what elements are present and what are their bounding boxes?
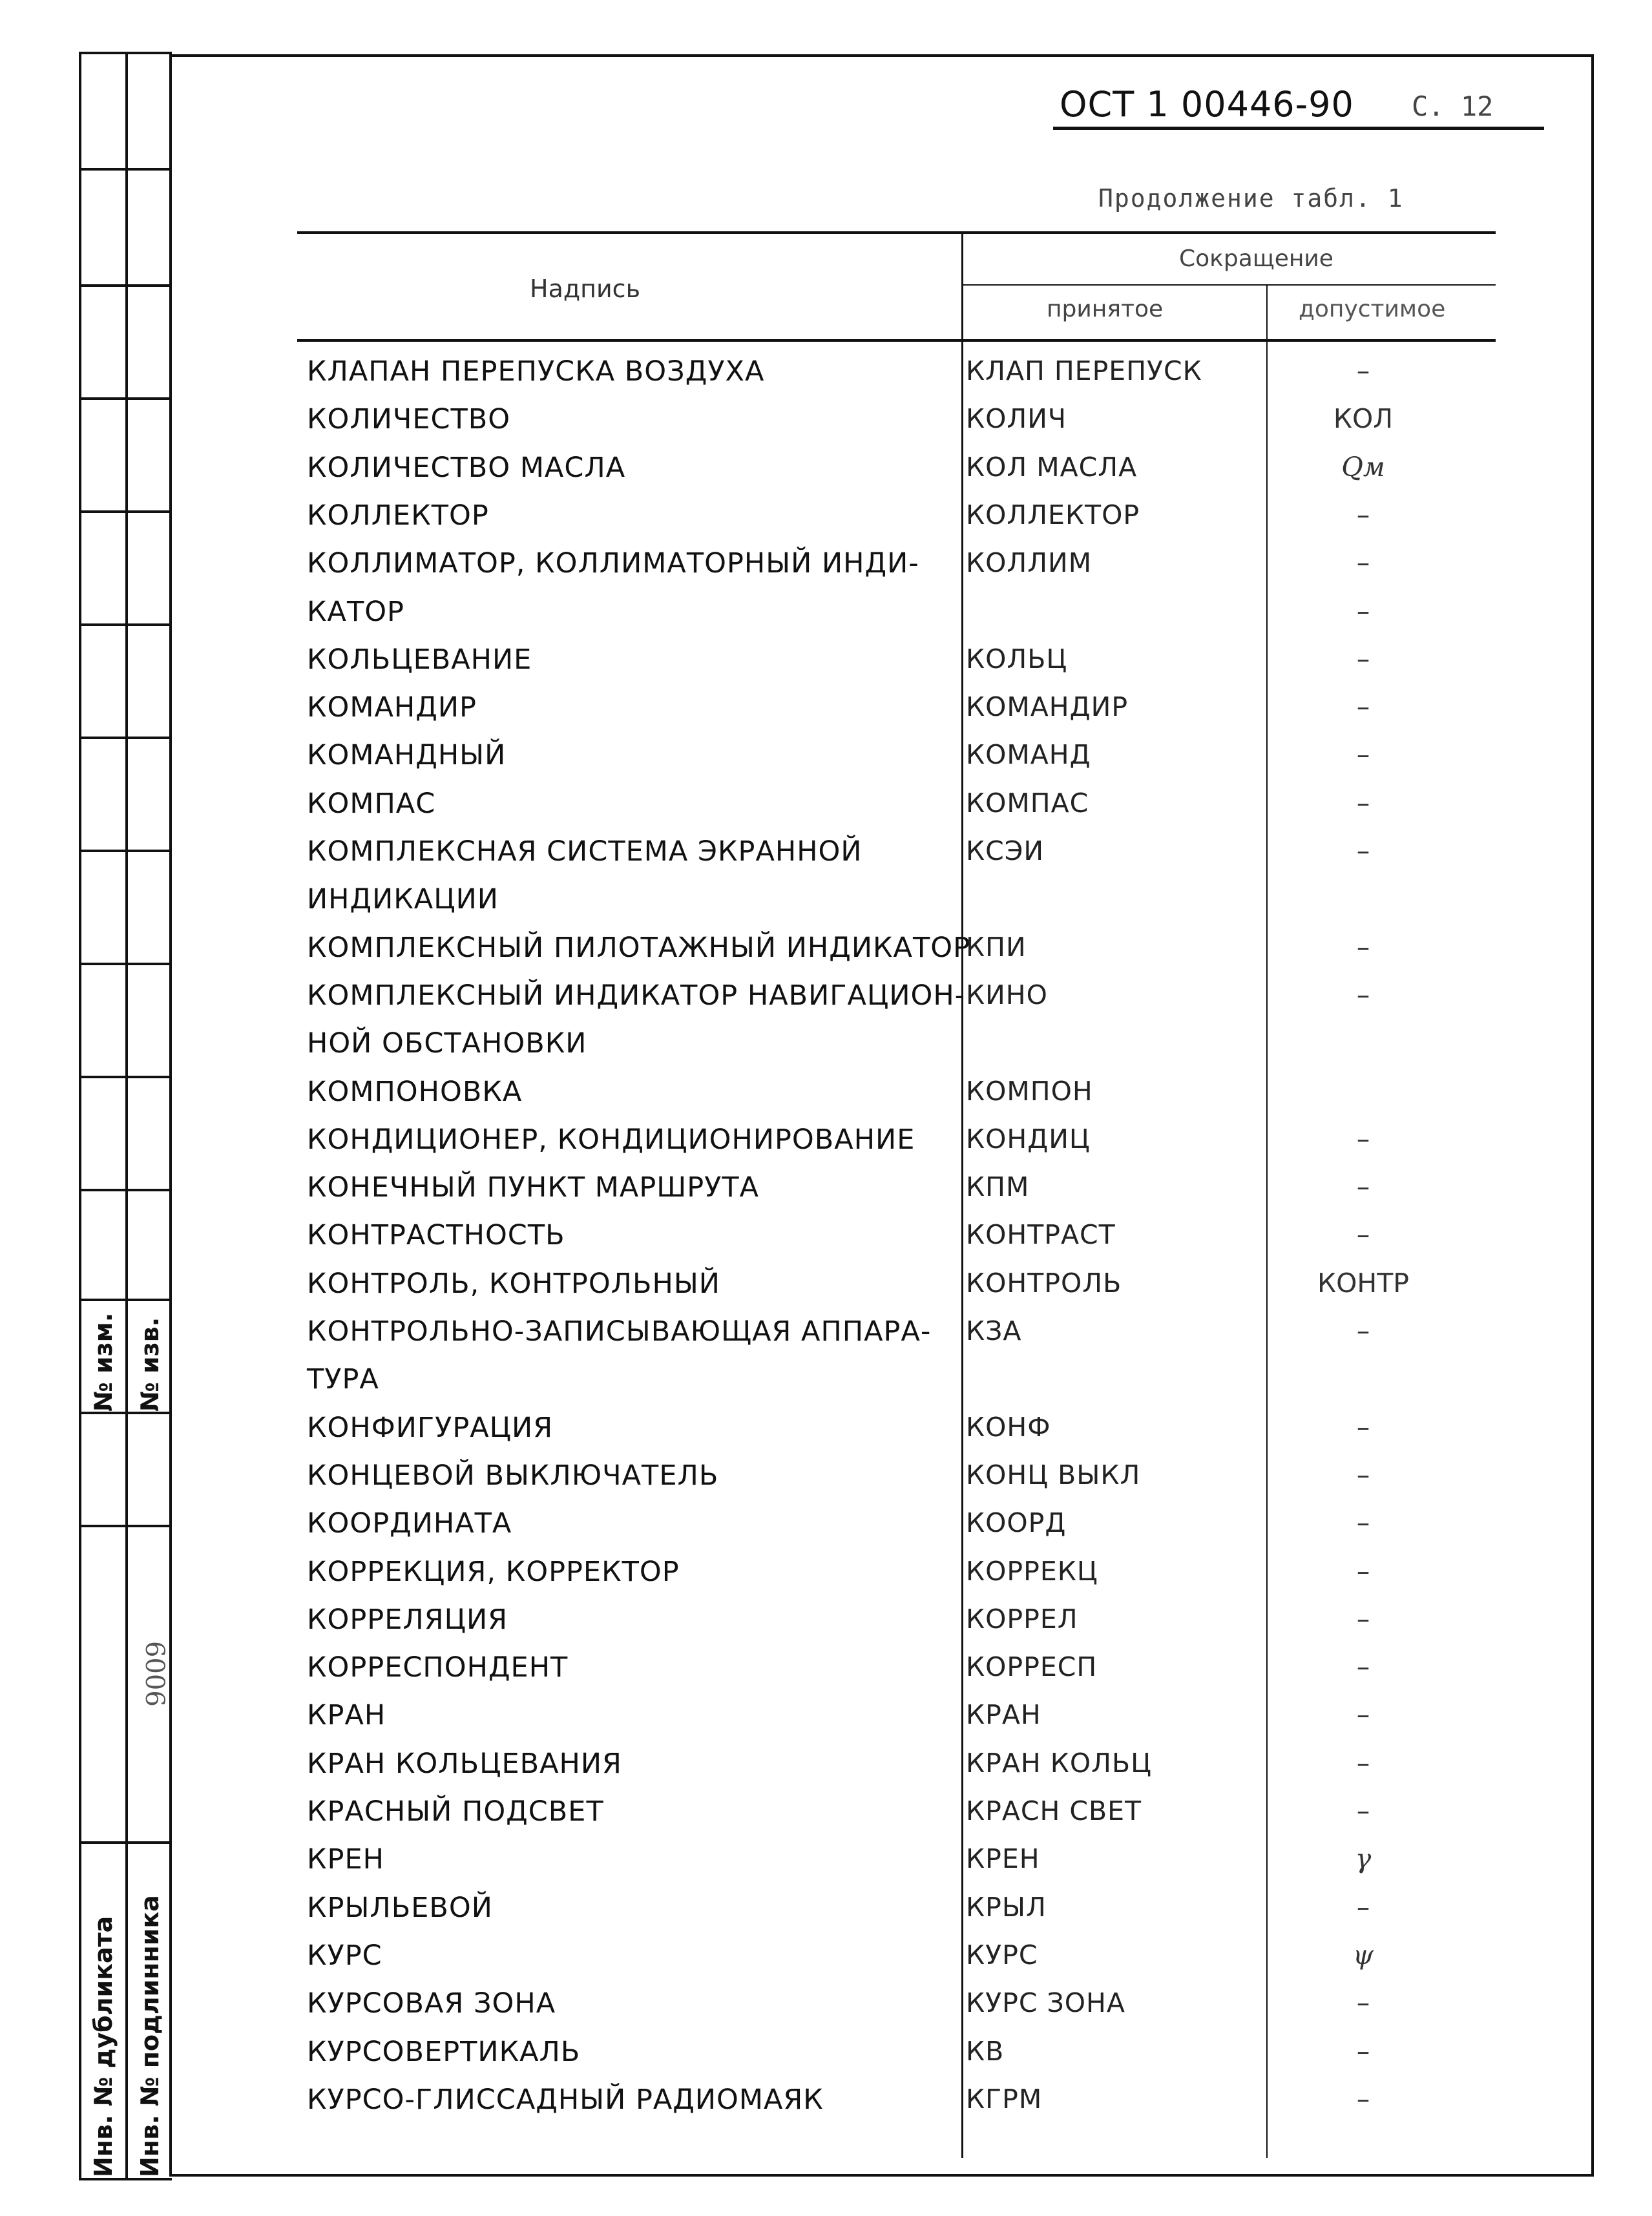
table-row bbox=[0, 1604, 1652, 1651]
row-accepted-abbreviation: КРАН КОЛЬЦ bbox=[966, 1747, 1152, 1779]
row-allowed-abbreviation: ψ bbox=[1352, 1939, 1374, 1970]
table-row bbox=[0, 355, 1652, 403]
row-accepted-abbreviation: КОМПАС bbox=[966, 787, 1089, 819]
row-allowed-abbreviation: – bbox=[1356, 835, 1370, 866]
table-row bbox=[0, 1556, 1652, 1604]
table-row bbox=[0, 2084, 1652, 2131]
row-allowed-abbreviation: – bbox=[1356, 787, 1370, 819]
table-row bbox=[0, 1268, 1652, 1315]
table-row bbox=[0, 1124, 1652, 1171]
side-inv-podlinnika: Инв. № подлинника bbox=[136, 1895, 164, 2177]
table-row bbox=[0, 1987, 1652, 2035]
column-header-abbreviation: Сокращение bbox=[1179, 246, 1333, 272]
row-inscription: КОМПЛЕКСНЫЙ ПИЛОТАЖНЫЙ ИНДИКАТОР bbox=[307, 931, 971, 964]
row-accepted-abbreviation: КОРРЕКЦ bbox=[966, 1555, 1098, 1587]
row-inscription: КОНЦЕВОЙ ВЫКЛЮЧАТЕЛЬ bbox=[307, 1459, 719, 1492]
row-accepted-abbreviation: КУРС ЗОНА bbox=[966, 1987, 1125, 2019]
table-row bbox=[0, 1651, 1652, 1699]
side-stamp-tick bbox=[79, 284, 172, 287]
row-inscription: КУРСО-ГЛИССАДНЫЙ РАДИОМАЯК bbox=[307, 2083, 824, 2116]
row-inscription: КОМПАС bbox=[307, 787, 436, 820]
table-row bbox=[0, 1363, 1652, 1411]
table-continuation-title: Продолжение табл. 1 bbox=[1098, 184, 1404, 213]
table-row bbox=[0, 499, 1652, 547]
row-allowed-abbreviation: Qм bbox=[1341, 451, 1385, 483]
row-allowed-abbreviation: – bbox=[1356, 547, 1370, 579]
row-allowed-abbreviation: – bbox=[1356, 1123, 1370, 1155]
row-inscription: КУРС bbox=[307, 1939, 382, 1972]
row-accepted-abbreviation: КПИ bbox=[966, 931, 1027, 963]
table-row bbox=[0, 643, 1652, 691]
side-stamp-tick bbox=[79, 168, 172, 171]
row-accepted-abbreviation: КОЛ МАСЛА bbox=[966, 451, 1138, 483]
row-allowed-abbreviation: – bbox=[1356, 1219, 1370, 1251]
row-accepted-abbreviation: КОНЦ ВЫКЛ bbox=[966, 1459, 1141, 1490]
table-row bbox=[0, 1795, 1652, 1843]
row-allowed-abbreviation: – bbox=[1356, 643, 1370, 674]
table-row bbox=[0, 596, 1652, 643]
row-allowed-abbreviation: – bbox=[1356, 1171, 1370, 1203]
table-row bbox=[0, 1843, 1652, 1891]
table-row bbox=[0, 979, 1652, 1027]
row-allowed-abbreviation: КОЛ bbox=[1333, 403, 1394, 435]
table-row bbox=[0, 1076, 1652, 1124]
table-row bbox=[0, 1939, 1652, 1987]
row-inscription: КОМПОНОВКА bbox=[307, 1075, 523, 1108]
row-inscription: КОРРЕСПОНДЕНТ bbox=[307, 1651, 569, 1684]
row-inscription: КОМПЛЕКСНАЯ СИСТЕМА ЭКРАННОЙ bbox=[307, 835, 863, 868]
row-allowed-abbreviation: – bbox=[1356, 1411, 1370, 1443]
row-allowed-abbreviation: – bbox=[1356, 739, 1370, 771]
row-accepted-abbreviation: КОЛЛЕКТОР bbox=[966, 499, 1140, 530]
row-inscription: КЛАПАН ПЕРЕПУСКА ВОЗДУХА bbox=[307, 355, 765, 388]
row-allowed-abbreviation: – bbox=[1356, 2083, 1370, 2115]
row-inscription: КОНДИЦИОНЕР, КОНДИЦИОНИРОВАНИЕ bbox=[307, 1123, 915, 1156]
row-accepted-abbreviation: КОРРЕЛ bbox=[966, 1603, 1078, 1635]
row-accepted-abbreviation: КУРС bbox=[966, 1939, 1038, 1970]
row-inscription: КОРРЕЛЯЦИЯ bbox=[307, 1603, 508, 1636]
row-accepted-abbreviation: КОРРЕСП bbox=[966, 1651, 1098, 1683]
row-accepted-abbreviation: КГРМ bbox=[966, 2083, 1043, 2115]
row-inscription: КОНЕЧНЫЙ ПУНКТ МАРШРУТА bbox=[307, 1171, 760, 1204]
table-row bbox=[0, 739, 1652, 787]
table-row bbox=[0, 691, 1652, 739]
row-inscription: КАТОР bbox=[307, 595, 404, 628]
row-inscription: КОМПЛЕКСНЫЙ ИНДИКАТОР НАВИГАЦИОН- bbox=[307, 979, 966, 1012]
row-accepted-abbreviation: КОНТРОЛЬ bbox=[966, 1267, 1122, 1299]
table-subheader-rule bbox=[963, 284, 1496, 286]
row-allowed-abbreviation: – bbox=[1356, 1891, 1370, 1923]
row-inscription: ИНДИКАЦИИ bbox=[307, 883, 499, 916]
row-inscription: КОНТРАСТНОСТЬ bbox=[307, 1219, 565, 1252]
row-allowed-abbreviation: КОНТР bbox=[1317, 1267, 1409, 1299]
table-row bbox=[0, 1027, 1652, 1075]
row-allowed-abbreviation: – bbox=[1356, 691, 1370, 723]
row-accepted-abbreviation: КВ bbox=[966, 2035, 1005, 2067]
row-inscription: КОЛЛИМАТОР, КОЛЛИМАТОРНЫЙ ИНДИ- bbox=[307, 547, 919, 580]
row-allowed-abbreviation: – bbox=[1356, 1315, 1370, 1346]
row-inscription: КОЛИЧЕСТВО bbox=[307, 403, 511, 436]
column-header-accepted: принятое bbox=[1047, 296, 1164, 322]
row-inscription: КОРРЕКЦИЯ, КОРРЕКТОР bbox=[307, 1555, 680, 1588]
row-accepted-abbreviation: КООРД bbox=[966, 1507, 1067, 1539]
table-row bbox=[0, 1892, 1652, 1939]
row-allowed-abbreviation: – bbox=[1356, 1555, 1370, 1587]
row-inscription: КОНТРОЛЬ, КОНТРОЛЬНЫЙ bbox=[307, 1267, 720, 1300]
table-row bbox=[0, 835, 1652, 883]
row-inscription: КОМАНДНЫЙ bbox=[307, 739, 507, 772]
table-row bbox=[0, 452, 1652, 499]
row-inscription: КРЫЛЬЕВОЙ bbox=[307, 1891, 493, 1924]
row-accepted-abbreviation: КРЫЛ bbox=[966, 1891, 1047, 1923]
table-row bbox=[0, 1699, 1652, 1747]
table-row bbox=[0, 883, 1652, 931]
table-row bbox=[0, 1748, 1652, 1795]
table-header-bottom-rule bbox=[297, 339, 1496, 342]
row-allowed-abbreviation: – bbox=[1356, 355, 1370, 386]
row-allowed-abbreviation: – bbox=[1356, 1699, 1370, 1731]
table-row bbox=[0, 1412, 1652, 1459]
row-allowed-abbreviation: – bbox=[1356, 1651, 1370, 1683]
row-accepted-abbreviation: КОЛЬЦ bbox=[966, 643, 1068, 674]
row-accepted-abbreviation: КОМАНД bbox=[966, 739, 1091, 771]
document-code: ОСТ 1 00446-90 bbox=[1060, 84, 1354, 125]
row-accepted-abbreviation: КРАСН СВЕТ bbox=[966, 1795, 1142, 1826]
table-row bbox=[0, 403, 1652, 451]
table-row bbox=[0, 2036, 1652, 2084]
row-allowed-abbreviation: – bbox=[1356, 1795, 1370, 1826]
row-allowed-abbreviation: – bbox=[1356, 1459, 1370, 1490]
side-inventory-number: 6006 bbox=[140, 1641, 169, 1707]
row-accepted-abbreviation: КОЛЛИМ bbox=[966, 547, 1093, 579]
row-accepted-abbreviation: КОНТРАСТ bbox=[966, 1219, 1116, 1251]
table-top-rule bbox=[297, 231, 1496, 234]
row-inscription: КРАСНЫЙ ПОДСВЕТ bbox=[307, 1795, 604, 1828]
row-allowed-abbreviation: – bbox=[1356, 1987, 1370, 2019]
row-allowed-abbreviation: – bbox=[1356, 499, 1370, 530]
row-inscription: КОЛИЧЕСТВО МАСЛА bbox=[307, 451, 626, 484]
row-accepted-abbreviation: КОЛИЧ bbox=[966, 403, 1067, 435]
row-inscription: КОНФИГУРАЦИЯ bbox=[307, 1411, 554, 1444]
table-row bbox=[0, 932, 1652, 979]
table-row bbox=[0, 1171, 1652, 1219]
side-num-izv: № изв. bbox=[136, 1317, 164, 1412]
side-num-izm: № изм. bbox=[89, 1312, 118, 1412]
row-accepted-abbreviation: КЗА bbox=[966, 1315, 1022, 1346]
side-inv-dublikata: Инв. № дубликата bbox=[89, 1916, 118, 2177]
row-allowed-abbreviation: γ bbox=[1355, 1843, 1372, 1875]
header-underline bbox=[1053, 127, 1544, 130]
row-accepted-abbreviation: КСЭИ bbox=[966, 835, 1045, 866]
row-accepted-abbreviation: КРЕН bbox=[966, 1843, 1040, 1875]
row-inscription: КРАН bbox=[307, 1699, 386, 1732]
row-accepted-abbreviation: КОМАНДИР bbox=[966, 691, 1129, 723]
row-inscription: КОМАНДИР bbox=[307, 691, 477, 724]
row-accepted-abbreviation: КИНО bbox=[966, 979, 1048, 1010]
row-accepted-abbreviation: КОНФ bbox=[966, 1411, 1051, 1443]
table-row bbox=[0, 1315, 1652, 1363]
row-inscription: КОНТРОЛЬНО-ЗАПИСЫВАЮЩАЯ АППАРА- bbox=[307, 1315, 932, 1348]
table-row bbox=[0, 1219, 1652, 1267]
row-inscription: КУРСОВАЯ ЗОНА bbox=[307, 1987, 556, 2020]
column-header-allowed: допустимое bbox=[1299, 296, 1446, 322]
table-row bbox=[0, 1459, 1652, 1507]
row-inscription: КООРДИНАТА bbox=[307, 1507, 512, 1540]
row-allowed-abbreviation: – bbox=[1356, 1603, 1370, 1635]
table-row bbox=[0, 1507, 1652, 1555]
row-allowed-abbreviation: – bbox=[1356, 931, 1370, 963]
row-inscription: КУРСОВЕРТИКАЛЬ bbox=[307, 2035, 581, 2068]
row-accepted-abbreviation: КОМПОН bbox=[966, 1075, 1093, 1107]
row-allowed-abbreviation: – bbox=[1356, 595, 1370, 627]
page-number: С. 12 bbox=[1412, 90, 1494, 122]
row-accepted-abbreviation: КРАН bbox=[966, 1699, 1041, 1731]
table-row bbox=[0, 788, 1652, 835]
row-allowed-abbreviation: – bbox=[1356, 979, 1370, 1010]
row-allowed-abbreviation: – bbox=[1356, 2035, 1370, 2067]
column-header-inscription: Надпись bbox=[530, 275, 640, 303]
row-allowed-abbreviation: – bbox=[1356, 1507, 1370, 1539]
row-inscription: КОЛЛЕКТОР bbox=[307, 499, 489, 532]
row-accepted-abbreviation: КОНДИЦ bbox=[966, 1123, 1091, 1155]
row-accepted-abbreviation: КПМ bbox=[966, 1171, 1030, 1203]
row-accepted-abbreviation: КЛАП ПЕРЕПУСК bbox=[966, 355, 1202, 386]
row-inscription: КОЛЬЦЕВАНИЕ bbox=[307, 643, 532, 676]
row-inscription: НОЙ ОБСТАНОВКИ bbox=[307, 1027, 587, 1060]
table-row bbox=[0, 547, 1652, 595]
row-inscription: КРЕН bbox=[307, 1843, 384, 1876]
row-inscription: ТУРА bbox=[307, 1363, 379, 1396]
row-inscription: КРАН КОЛЬЦЕВАНИЯ bbox=[307, 1747, 622, 1780]
row-allowed-abbreviation: – bbox=[1356, 1747, 1370, 1779]
